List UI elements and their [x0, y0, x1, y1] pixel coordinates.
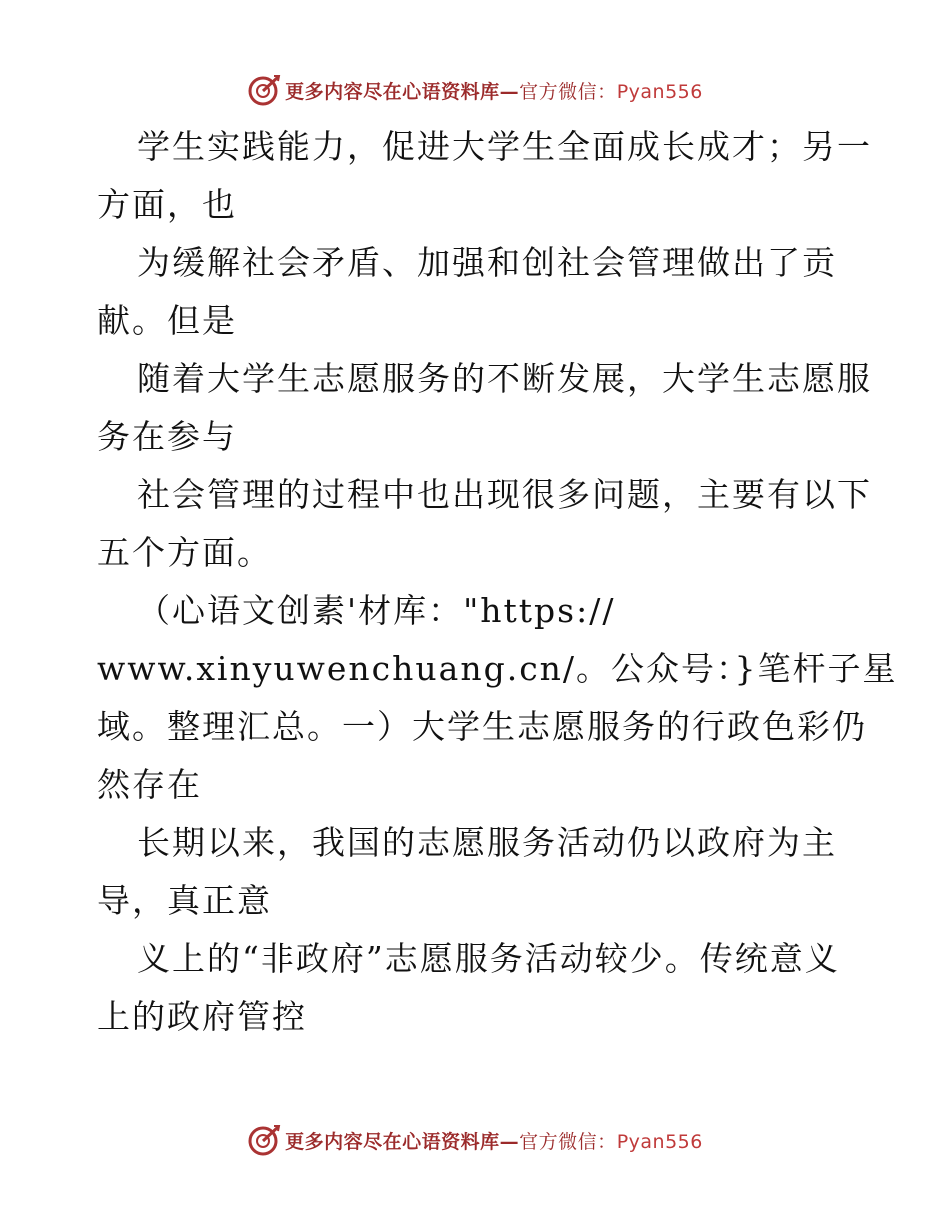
body-line: 义上的“非政府”志愿服务活动较少。传统意义 — [137, 939, 840, 978]
body-line: 域。整理汇总。一）大学生志愿服务的行政色彩仍 — [97, 707, 867, 746]
body-line: 为缓解社会矛盾、加强和创社会管理做出了贡 — [137, 243, 837, 282]
body-line: 学生实践能力，促进大学生全面成长成才；另一 — [137, 127, 872, 166]
header-banner-text — [285, 77, 703, 104]
footer-banner — [0, 1120, 950, 1160]
footer-banner-text — [285, 1127, 703, 1154]
body-line: 务在参与 — [97, 417, 237, 456]
header-wechat-label: 官方微信： — [519, 80, 617, 103]
body-line-url: www.xinyuwenchuang.cn/。公众号：}笔杆子星 — [97, 649, 898, 688]
header-banner — [0, 70, 950, 110]
body-line: （心语文创素'材库："https:// — [137, 591, 616, 630]
body-line: 五个方面。 — [97, 533, 272, 572]
body-line: 社会管理的过程中也出现很多问题，主要有以下 — [137, 475, 872, 514]
body-line: 随着大学生志愿服务的不断发展，大学生志愿服 — [137, 359, 872, 398]
body-line: 长期以来，我国的志愿服务活动仍以政府为主 — [137, 823, 837, 862]
header-title: 更多内容尽在心语资料库— — [285, 80, 520, 103]
body-line: 导，真正意 — [97, 881, 272, 920]
body-line: 献。但是 — [97, 301, 237, 340]
logo-icon — [247, 1123, 281, 1157]
logo-icon — [247, 73, 281, 107]
document-body — [97, 118, 898, 1046]
body-line: 上的政府管控 — [97, 997, 307, 1036]
footer-wechat-id: Pyan556 — [616, 1130, 703, 1153]
footer-title: 更多内容尽在心语资料库— — [285, 1130, 520, 1153]
header-wechat-id: Pyan556 — [616, 80, 703, 103]
footer-wechat-label: 官方微信： — [519, 1130, 617, 1153]
body-line: 然存在 — [97, 765, 202, 804]
body-line: 方面，也 — [97, 185, 237, 224]
